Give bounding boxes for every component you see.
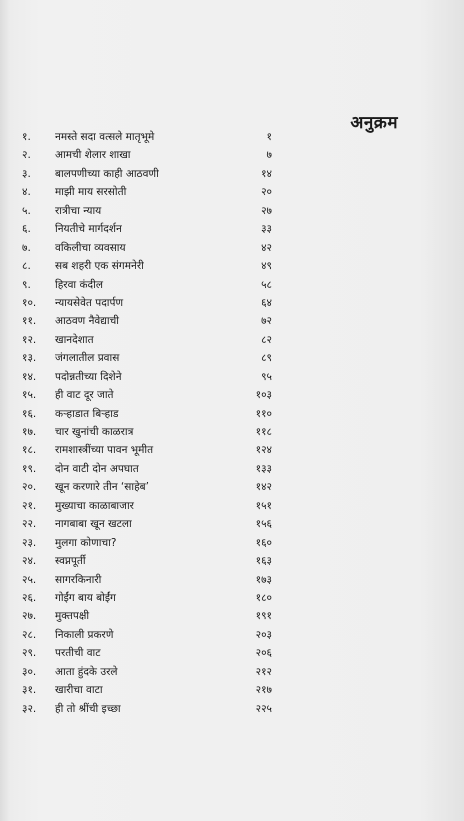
toc-entry xyxy=(22,700,272,718)
entry-page-number: ७ xyxy=(266,149,272,162)
toc-entry xyxy=(22,460,272,478)
entry-title: बालपणीच्या काही आठवणी xyxy=(55,167,159,180)
toc-entry xyxy=(22,663,272,681)
toc-entry xyxy=(22,589,272,607)
entry-title: गोईंग बाय बोईंग xyxy=(55,591,116,604)
entry-number: १. xyxy=(22,131,31,143)
entry-number: ८. xyxy=(22,260,31,273)
entry-page-number: ४२ xyxy=(261,241,272,254)
entry-number: ११. xyxy=(22,315,37,328)
entry-page-number: १९१ xyxy=(255,610,272,623)
toc-entry xyxy=(22,644,272,662)
entry-page-number: ७२ xyxy=(261,315,272,328)
entry-title: मुक्तपक्षी xyxy=(55,610,90,623)
entry-page-number: १२४ xyxy=(255,444,272,457)
entry-number: १३. xyxy=(22,352,37,365)
entry-title: नमस्ते सदा वत्सले मातृभूमे xyxy=(55,131,155,143)
entry-title: हिरवा कंदील xyxy=(55,278,103,291)
entry-number: १२. xyxy=(22,333,37,346)
entry-page-number: ११८ xyxy=(255,426,272,438)
toc-entry xyxy=(22,497,272,515)
entry-page-number: १५६ xyxy=(255,518,272,531)
entry-title: कऱ्हाडात बिऱ्हाड xyxy=(55,407,119,420)
entry-number: ७. xyxy=(22,241,31,254)
entry-title: रामशास्त्रींच्या पावन भूमीत xyxy=(55,444,154,457)
entry-page-number: १६३ xyxy=(255,555,272,568)
toc-entry xyxy=(22,441,272,459)
toc-entry xyxy=(22,607,272,625)
entry-number: १५. xyxy=(22,389,37,402)
entry-number: ६. xyxy=(22,223,31,236)
entry-title: आता हुंदके उरले xyxy=(55,665,118,678)
entry-page-number: ८९ xyxy=(261,352,272,365)
entry-number: ४. xyxy=(22,186,31,199)
entry-page-number: ८२ xyxy=(261,333,272,346)
entry-title: सागरकिनारी xyxy=(55,573,102,586)
entry-number: २३. xyxy=(22,536,37,549)
entry-number: १४. xyxy=(22,370,37,383)
toc-entry xyxy=(22,146,272,164)
toc-entry xyxy=(22,312,272,330)
entry-number: २४. xyxy=(22,555,37,568)
entry-title: खून करणारे तीन ‘साहेब’ xyxy=(55,481,149,494)
entry-page-number: २०३ xyxy=(255,628,272,641)
entry-page-number: ५८ xyxy=(261,278,272,291)
entry-title: जंगलातील प्रवास xyxy=(55,352,120,365)
toc-entry xyxy=(22,386,272,404)
toc-entry xyxy=(22,257,272,275)
entry-title: आमची शेलार शाखा xyxy=(55,149,131,162)
entry-page-number: १४२ xyxy=(255,481,272,494)
entry-number: ९. xyxy=(22,278,31,291)
entry-title: दोन वाटी दोन अपघात xyxy=(55,462,139,475)
toc-entry xyxy=(22,128,272,146)
toc-entry xyxy=(22,681,272,699)
entry-page-number: १३३ xyxy=(255,462,272,475)
entry-title: ही वाट दूर जाते xyxy=(55,389,114,402)
toc-entry xyxy=(22,478,272,496)
entry-page-number: ९५ xyxy=(261,370,272,383)
entry-number: १९. xyxy=(22,462,37,475)
entry-number: २९. xyxy=(22,647,37,660)
entry-number: २८. xyxy=(22,628,37,641)
entry-title: खानदेशात xyxy=(55,333,94,346)
toc-entry xyxy=(22,276,272,294)
entry-title: नागबाबा खून खटला xyxy=(55,518,132,531)
entry-page-number: २१७ xyxy=(255,684,272,697)
entry-page-number: ४९ xyxy=(261,260,272,273)
entry-title: रात्रीचा न्याय xyxy=(55,204,102,217)
entry-page-number: १४ xyxy=(261,167,272,180)
toc-entry xyxy=(22,294,272,312)
entry-number: ३०. xyxy=(22,665,37,678)
entry-title: नियतीचे मार्गदर्शन xyxy=(55,223,122,236)
entry-number: २१. xyxy=(22,499,37,512)
toc-entry xyxy=(22,165,272,183)
entry-title: ही तो श्रींची इच्छा xyxy=(55,702,121,715)
entry-title: आठवण नैवेद्याची xyxy=(55,315,119,328)
entry-title: निकाली प्रकरणे xyxy=(55,628,114,641)
entry-page-number: १ xyxy=(266,131,272,143)
entry-number: २७. xyxy=(22,610,37,623)
toc-entry xyxy=(22,534,272,552)
toc-entry xyxy=(22,552,272,570)
toc-entry xyxy=(22,331,272,349)
entry-title: माझी माय सरसोती xyxy=(55,186,127,199)
entry-page-number: २०६ xyxy=(255,647,272,660)
toc-entry xyxy=(22,349,272,367)
toc-entry xyxy=(22,405,272,423)
entry-page-number: २७ xyxy=(261,204,272,217)
entry-number: २२. xyxy=(22,518,37,531)
entry-title: न्यायसेवेत पदार्पण xyxy=(55,296,124,309)
entry-title: मुख्याचा काळाबाजार xyxy=(55,499,134,512)
entry-number: २०. xyxy=(22,481,37,494)
toc-entry xyxy=(22,202,272,220)
entry-page-number: १६० xyxy=(255,536,272,549)
entry-number: २६. xyxy=(22,591,37,604)
entry-title: खारीचा वाटा xyxy=(55,684,103,697)
entry-page-number: १५१ xyxy=(255,499,272,512)
toc-entry xyxy=(22,239,272,257)
entry-title: सब शहरी एक संगमनेरी xyxy=(55,260,144,273)
toc-entry xyxy=(22,515,272,533)
entry-title: वकिलीचा व्यवसाय xyxy=(55,241,126,254)
entry-number: ३. xyxy=(22,167,31,180)
toc-entry xyxy=(22,220,272,238)
entry-page-number: ६४ xyxy=(261,296,272,309)
entry-page-number: ११० xyxy=(255,407,272,420)
table-of-contents xyxy=(22,128,272,718)
entry-page-number: २० xyxy=(261,186,272,199)
entry-title: स्वप्नपूर्ती xyxy=(55,555,86,568)
entry-title: मुलगा कोणाचा? xyxy=(55,536,117,549)
entry-page-number: ३३ xyxy=(261,223,272,236)
toc-entry xyxy=(22,183,272,201)
entry-number: १७. xyxy=(22,426,37,438)
entry-page-number: २२५ xyxy=(255,702,272,715)
entry-number: ३१. xyxy=(22,684,37,697)
entry-title: पदोन्नतीच्या दिशेने xyxy=(55,370,122,383)
entry-number: १८. xyxy=(22,444,37,457)
entry-title: परतीची वाट xyxy=(55,647,101,660)
page-title: अनुक्रम xyxy=(350,113,398,133)
entry-title: चार खुनांची काळरात्र xyxy=(55,426,134,438)
toc-entry xyxy=(22,626,272,644)
entry-number: २. xyxy=(22,149,31,162)
toc-entry xyxy=(22,571,272,589)
toc-entry xyxy=(22,368,272,386)
entry-number: १६. xyxy=(22,407,37,420)
entry-number: २५. xyxy=(22,573,37,586)
entry-page-number: २१२ xyxy=(255,665,272,678)
toc-entry xyxy=(22,423,272,441)
entry-number: ५. xyxy=(22,204,31,217)
entry-page-number: १०३ xyxy=(255,389,272,402)
entry-page-number: १७३ xyxy=(255,573,272,586)
entry-number: ३२. xyxy=(22,702,37,715)
entry-page-number: १८० xyxy=(255,591,272,604)
entry-number: १०. xyxy=(22,296,37,309)
